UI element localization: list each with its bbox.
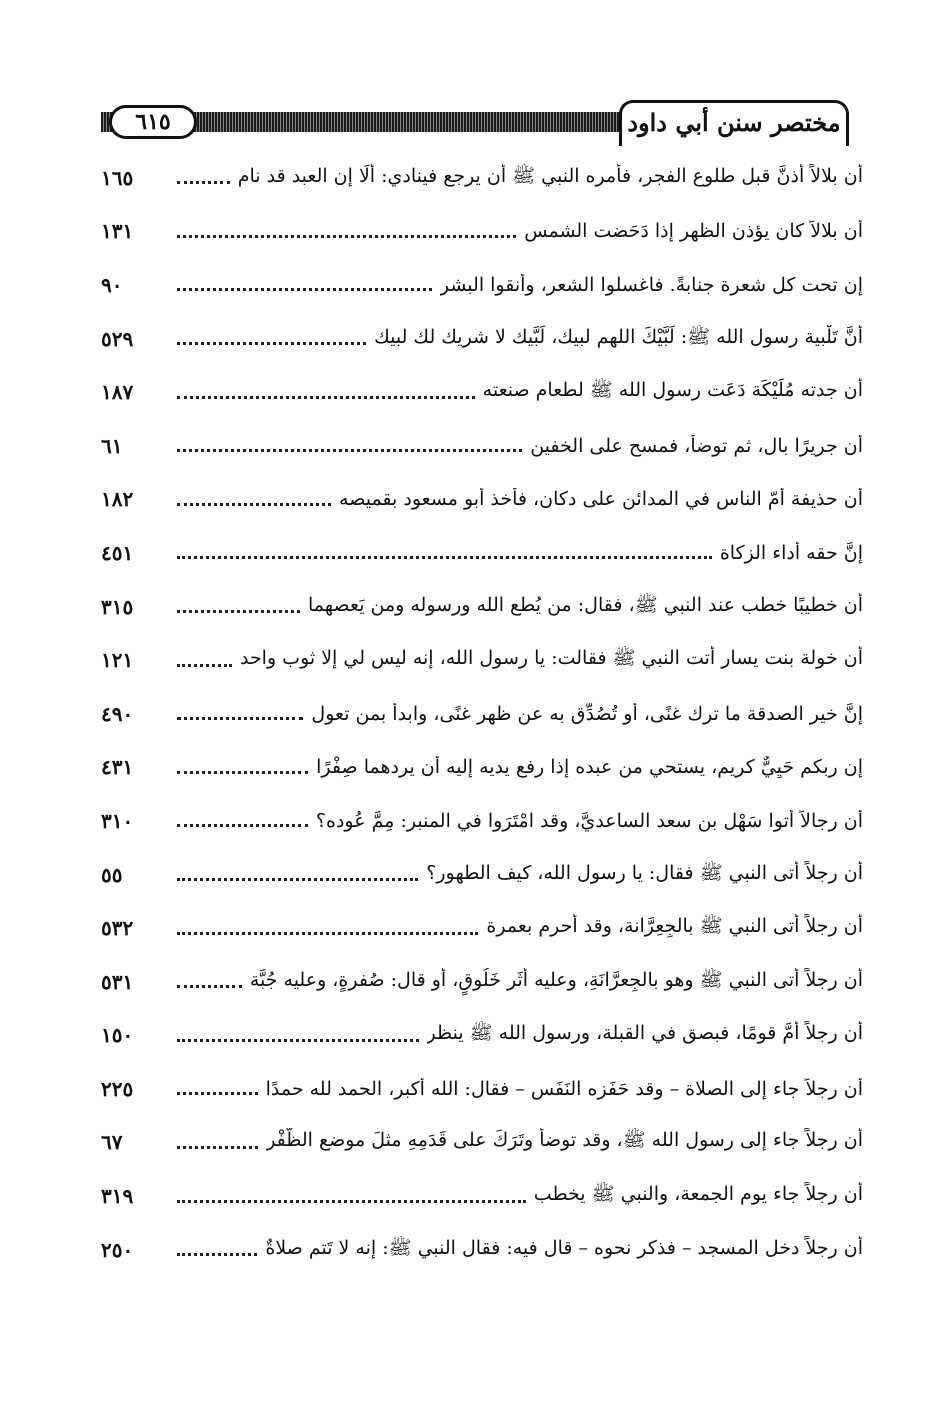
index-page-number: ٢٥٠ — [101, 1237, 134, 1262]
book-title: مختصر سنن أبي داود — [619, 100, 849, 146]
dot-leader — [177, 556, 712, 559]
dot-leader — [177, 717, 303, 720]
index-entry — [101, 1223, 863, 1277]
index-entry-text: أن جريرًا بال، ثم توضأ، فمسح على الخفين — [530, 434, 863, 457]
dot-leader — [177, 1146, 258, 1149]
index-list — [101, 151, 863, 1276]
dot-leader — [177, 1253, 257, 1256]
index-entry — [101, 365, 863, 419]
index-page-number: ٦٧ — [101, 1130, 123, 1155]
index-entry — [101, 901, 863, 955]
index-entry-text: أن جدته مُلَيْكَة دَعَت رسول الله ﷺ لطعام صنعته — [482, 379, 863, 402]
page-header — [101, 106, 849, 150]
dot-leader — [177, 932, 478, 935]
index-entry-text: أنَّ تَلْبية رسول الله ﷺ: لَبَّيْكَ اللهم لبيك، لَبَّيك لا شريك لك لبيك — [374, 325, 863, 348]
index-entry-text: أن رجلاً جاء يوم الجمعة، والنبي ﷺ يخطب — [533, 1183, 863, 1206]
index-page-number: ١٨٢ — [101, 487, 134, 512]
index-entry — [101, 1009, 863, 1063]
index-page-number: ٢٢٥ — [101, 1076, 134, 1101]
index-page-number: ٣١٠ — [101, 808, 134, 833]
index-page-number: ٤٣١ — [101, 755, 134, 780]
index-entry-text: أن رجلاً جاء إلى الصلاة – وقد حَفَزه النَفَس – فقال: الله أكبر، الحمد لله حمدًا — [265, 1077, 863, 1100]
index-entry — [101, 419, 863, 473]
index-page-number: ١٢١ — [101, 648, 134, 673]
index-page-number: ٩٠ — [101, 272, 123, 297]
index-entry — [101, 526, 863, 580]
index-entry — [101, 794, 863, 848]
index-page-number: ١٨٧ — [101, 380, 134, 405]
dot-leader — [177, 342, 366, 345]
index-entry — [101, 633, 863, 687]
dot-leader — [177, 503, 331, 506]
index-entry — [101, 312, 863, 366]
index-page-number: ٥٢٩ — [101, 326, 134, 351]
index-entry-text: إنَّ خير الصدقة ما ترك غنًى، أو تُصُدِّق به عن ظهر غنًى، وابدأ بمن تعول — [311, 702, 863, 725]
index-entry — [101, 848, 863, 902]
index-entry — [101, 205, 863, 259]
index-page-number: ١٣١ — [101, 219, 134, 244]
index-entry — [101, 1116, 863, 1170]
index-entry-text: أن بلالاً كان يؤذن الظهر إذا دَحَضت الشمس — [524, 220, 863, 243]
index-page-number: ٥٣١ — [101, 969, 134, 994]
dot-leader — [177, 449, 522, 452]
index-entry-text: أن رجلاً أتى النبي ﷺ فقال: يا رسول الله، كيف الطهور؟ — [426, 861, 863, 884]
index-entry-text: أن رجلاً أتى النبي ﷺ بالجِعِرَّانة، وقد أحرم بعمرة — [486, 915, 863, 938]
dot-leader — [177, 1039, 419, 1042]
index-page-number: ٦١ — [101, 433, 123, 458]
index-entry — [101, 687, 863, 741]
index-entry-text: إن ربكم حَيِيٌّ كريم، يستحي من عبده إذا رفع يديه إليه أن يردهما صِفْرًا — [316, 756, 863, 779]
index-entry — [101, 258, 863, 312]
dot-leader — [177, 1200, 526, 1203]
page-number: ٦١٥ — [109, 105, 197, 139]
dot-leader — [177, 1092, 258, 1095]
dot-leader — [177, 235, 516, 238]
index-page-number: ٤٩٠ — [101, 701, 134, 726]
index-entry — [101, 955, 863, 1009]
dot-leader — [177, 664, 232, 667]
index-entry-text: أن خولة بنت يسار أتت النبي ﷺ فقالت: يا رسول الله، إنه ليس لي إلا ثوب واحد — [239, 647, 863, 670]
index-page-number: ١٦٥ — [101, 165, 134, 190]
index-page-number: ٣١٥ — [101, 594, 134, 619]
index-page-number: ٣١٩ — [101, 1184, 134, 1209]
index-entry-text: أن رجلاً أَمَّ قومًا، فبصق في القبلة، ورسول الله ﷺ ينظر — [426, 1022, 863, 1045]
index-page-number: ٥٥ — [101, 862, 123, 887]
index-entry-text: أن رجلاً جاء إلى رسول الله ﷺ، وقد توضأ وتَرَكَ على قَدَمِهِ مثلَ موضع الظُّفْر — [266, 1129, 863, 1152]
dot-leader — [177, 771, 308, 774]
dot-leader — [177, 181, 230, 184]
index-entry — [101, 1062, 863, 1116]
index-entry — [101, 741, 863, 795]
index-entry-text: أن رجلاً دخل المسجد – فذكر نحوه – قال فيه: فقال النبي ﷺ: إنه لا تَتم صلاةٌ — [265, 1236, 863, 1259]
dot-leader — [177, 610, 300, 613]
index-entry-text: إنَّ حقه أداء الزكاة — [719, 541, 863, 564]
index-entry — [101, 580, 863, 634]
dot-leader — [177, 396, 475, 399]
dot-leader — [177, 878, 418, 881]
index-entry-text: أن حذيفة أمّ الناس في المدائن على دكان، فأخذ أبو مسعود بقميصه — [339, 488, 863, 511]
index-entry — [101, 1169, 863, 1223]
index-entry-text: أن بلالاً أذنَّ قبل طلوع الفجر، فأمره النبي ﷺ أن يرجع فينادي: ألَا إن العبد قد نام — [237, 164, 863, 187]
index-page-number: ٤٥١ — [101, 540, 134, 565]
index-entry-text: أن رجالاً أتوا سَهْل بن سعد الساعديَّ، وقد امْتَرَوا في المنبر: مِمَّ عُوده؟ — [315, 809, 863, 832]
index-entry — [101, 473, 863, 527]
index-entry-text: إن تحت كل شعرة جنابةً. فاغسلوا الشعر، وأنقوا البشر — [439, 273, 863, 296]
index-entry — [101, 151, 863, 205]
dot-leader — [177, 985, 242, 988]
dot-leader — [177, 824, 308, 827]
index-entry-text: أن خطيبًا خطب عند النبي ﷺ، فقال: من يُطع الله ورسوله ومن يَعصهما — [308, 593, 863, 616]
index-entry-text: أن رجلاً أتى النبي ﷺ وهو بالجِعرَّانَةِ، وعليه أَثَر خَلُوقٍ، أو قال: صُفرةٍ، وعليه جُبَّة — [249, 968, 863, 991]
dot-leader — [177, 288, 432, 291]
index-page-number: ٥٣٢ — [101, 916, 134, 941]
index-page-number: ١٥٠ — [101, 1023, 134, 1048]
